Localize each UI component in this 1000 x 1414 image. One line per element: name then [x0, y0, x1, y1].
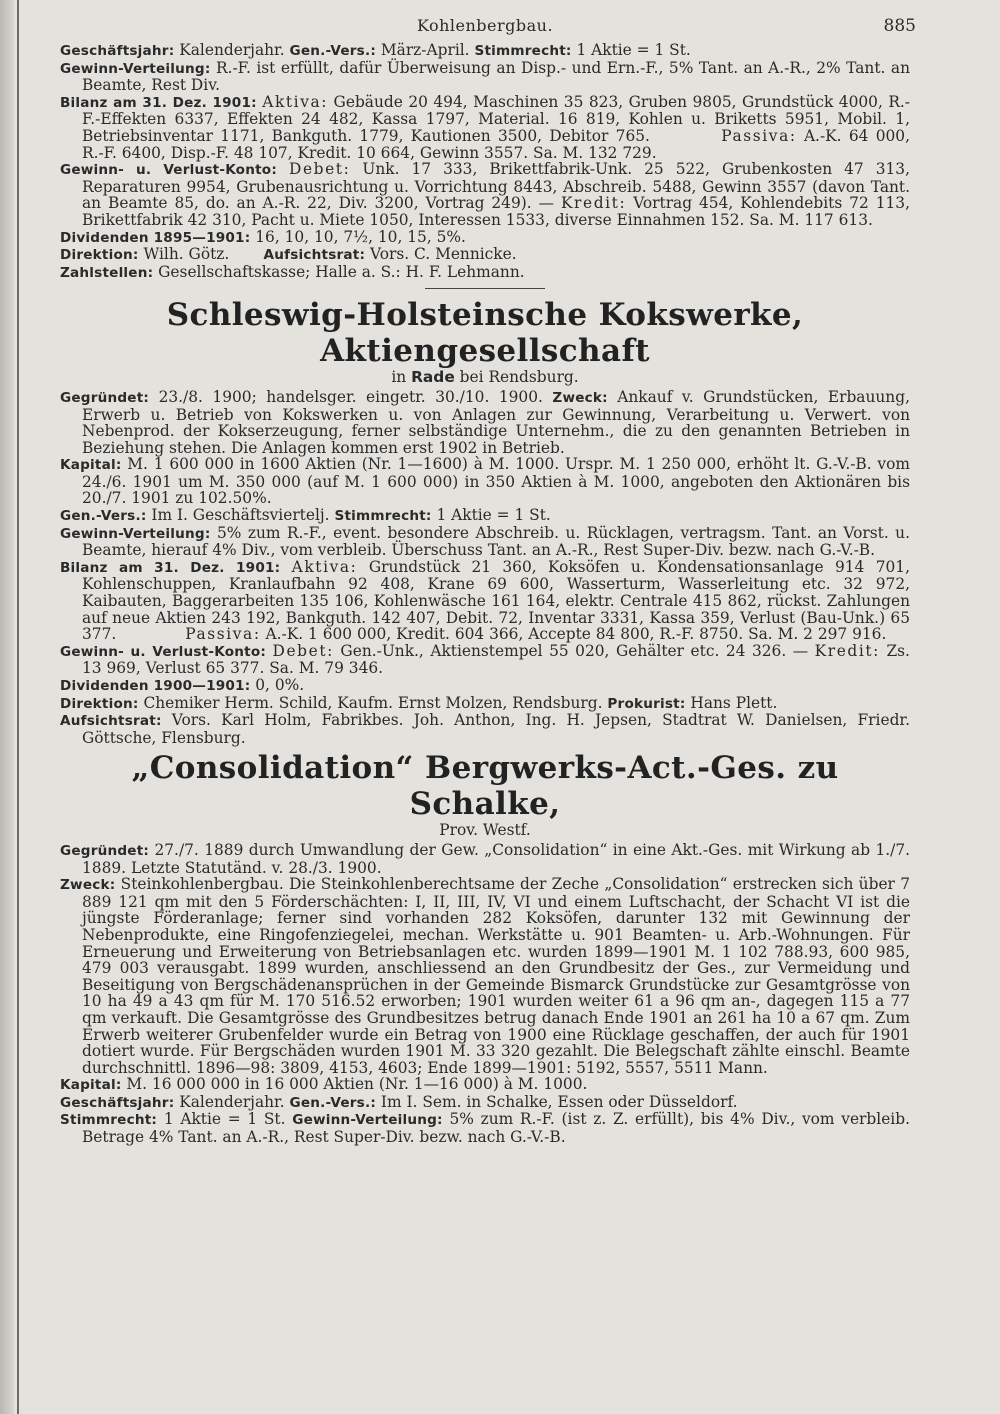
value: M. 16 000 000 in 16 000 Aktien (Nr. 1—16 000) à M. 1000.	[126, 1075, 588, 1094]
value: R.-F. ist erfüllt, dafür Überweisung an Disp.- und Ern.-F., 5% Tant. an A.-R., 2% Tant. an Beamte, Rest Div.	[82, 58, 910, 95]
label: Prokurist:	[607, 695, 686, 712]
value: Zs. 13 969, Verlust 65 377. Sa. M. 79 346.	[82, 641, 910, 678]
value: 5% zum R.-F., event. besondere Abschreib. u. Rücklagen, vertragsm. Tant. an Vorst. u. Beamte, hierauf 4% Div., vom verbleib. Überschuss Tant. an A.-R., Rest Super-Div. bezw. nach G.-V.-B.	[82, 523, 910, 560]
value: Gen.-Unk., Aktienstempel 55 020, Gehälter etc. 24 326. —	[340, 641, 809, 660]
loc-place: Rade	[411, 368, 455, 387]
prev-company-section	[60, 42, 910, 281]
loc-suffix: bei Rendsburg.	[459, 368, 579, 387]
value: A.-K. 64 000, R.-F. 6400, Disp.-F. 48 107, Kredit. 10 664, Gewinn 3557.	[82, 126, 910, 162]
label: Gewinn-Verteilung:	[60, 60, 211, 77]
label: Stimmrecht:	[334, 508, 432, 525]
c2-gegruendet	[60, 842, 910, 876]
page-content	[60, 16, 916, 1147]
value: Sa. M. 132 729.	[533, 143, 657, 162]
value: 27./7. 1889 durch Umwandlung der Gew. „Consolidation“ in eine Akt.-Ges. mit Wirkung ab 1./7. 1889. Letzte Statutänd. v. 28./3. 1900.	[82, 840, 910, 877]
value: März-April.	[380, 41, 470, 59]
company-location	[60, 369, 910, 386]
c1-gewinn-konto	[60, 643, 910, 677]
value: M. 1 600 000 in 1600 Aktien (Nr. 1—1600) à M. 1000. Urspr. M. 1 250 000, erhöht lt. G.-V.-B. vom 24./6. 1901 um M. 350 000 (auf M. 1 600 000) in 350 Aktien à M. 1000, angeboten den Aktionären bis 20./7. 1901 zu 102.50%.	[82, 455, 910, 508]
aktiva-label: Aktiva:	[262, 92, 329, 111]
label: Kapital:	[60, 1077, 122, 1094]
label: Zweck:	[60, 877, 116, 894]
page-number: 885	[883, 16, 916, 36]
value: Unk. 17 333, Brikettfabrik-Unk. 25 522, Grubenkosten 47 313, Reparaturen 9954, Grubenausrichtung u. Vorrichtung 8443, Abschreib. 5488, Gewinn 3557 (davon Tant. an Beamte 85, do. an A.-R. 22, Div. 3200, Vortrag 249). —	[82, 160, 910, 213]
prev-direktion	[60, 246, 910, 264]
debet-label: Debet:	[289, 160, 351, 179]
value: 23./8. 1900; handelsger. eingetr. 30./10. 1900.	[158, 387, 543, 406]
page-gutter-line	[17, 0, 19, 1414]
c2-zweck	[60, 876, 910, 1076]
value: A.-K. 1 600 000, Kredit. 604 366, Accepte 84 800, R.-F. 8750. Sa. M. 2 297 916.	[265, 625, 887, 644]
label: Geschäftsjahr:	[60, 1094, 175, 1111]
value: Kalenderjahr.	[179, 1092, 285, 1111]
value: 1 Aktie = 1 St.	[436, 506, 551, 525]
label: Bilanz am 31. Dez. 1901:	[60, 94, 257, 111]
c1-aufsichtsrat	[60, 712, 910, 746]
value: Vors. C. Mennicke.	[370, 245, 517, 264]
label: Dividenden 1895—1901:	[60, 229, 251, 246]
label: Gen.-Vers.:	[289, 1094, 376, 1111]
value: Im I. Sem. in Schalke, Essen oder Düsseldorf.	[380, 1092, 738, 1111]
c1-dividenden	[60, 677, 910, 695]
label: Zweck:	[552, 389, 608, 406]
label: Dividenden 1900—1901:	[60, 678, 251, 694]
label: Gen.-Vers.:	[289, 43, 376, 59]
company-title: Schleswig-Holsteinsche Kokswerke, Aktiengesellschaft	[166, 297, 804, 370]
label: Bilanz am 31. Dez. 1901:	[60, 559, 281, 576]
value: 5% zum R.-F. (ist z. Z. erfüllt), bis 4% Div., vom verbleib. Betrage 4% Tant. an A.-R., Rest Super-Div. bezw. nach G.-V.-B.	[82, 1110, 910, 1147]
label: Gewinn-Verteilung:	[292, 1112, 443, 1129]
value: Gebäude 20 494, Maschinen 35 823, Gruben 9805, Grundstück 4000, R.-F.-Effekten 6337, Effekten 24 482, Kassa 1797, Material. 16 819, Kohlen u. Briketts 5951, Mobil. 1, Betriebsinventar 1171, Bankguth. 1779, Kautionen 3500, Debitor 765.	[82, 92, 910, 145]
debet-label: Debet:	[272, 641, 334, 660]
company-location: Prov. Westf.	[439, 821, 531, 840]
c1-gegruendet	[60, 389, 910, 456]
label: Gewinn- u. Verlust-Konto:	[60, 643, 266, 660]
c2-stimmrecht	[60, 1111, 910, 1145]
value: 16, 10, 10, 7½, 10, 15, 5%.	[255, 227, 466, 246]
company-consolidation	[60, 750, 910, 1145]
label: Gen.-Vers.:	[60, 508, 147, 525]
c2-kapital	[60, 1076, 910, 1094]
prev-gewinn-konto	[60, 161, 910, 228]
value: 1 Aktie = 1 St.	[163, 1110, 286, 1129]
loc-prefix: in	[391, 368, 407, 387]
c1-gen-vers	[60, 507, 910, 525]
kredit-label: Kredit:	[814, 641, 880, 660]
label: Stimmrecht:	[60, 1112, 158, 1129]
label: Direktion:	[60, 695, 139, 712]
c1-gewinn-verteilung	[60, 525, 910, 559]
value: Hans Plett.	[690, 693, 778, 712]
company-schleswig-holstein	[60, 297, 910, 746]
value: Ankauf v. Grundstücken, Erbauung, Erwerb u. Betrieb von Kokswerken u. von Anlagen zur Gewinnung, Verarbeitung u. Verwert. von Nebenprod. der Kokserzeugung, ferner selbständige Unternehm., die zu den genannten Betrieben in Beziehung stehen. Die Anlagen kommen erst 1902 in Betrieb.	[82, 387, 910, 457]
label: Gewinn-Verteilung:	[60, 525, 211, 542]
c1-bilanz	[60, 559, 910, 643]
page-spine-shadow	[0, 0, 14, 1414]
value: 0, 0%.	[255, 676, 305, 694]
c1-kapital	[60, 456, 910, 507]
value: Grundstück 21 360, Koksöfen u. Kondensationsanlage 914 701, Kohlenschuppen, Kranlaufbahn 92 408, Krane 69 600, Wasserturm, Wasserleitung etc. 32 972, Kaibauten, Baggerarbeiten 135 106, Kohlenwäsche 161 164, elektr. Centrale 415 862, rückst. Zahlungen auf neue Aktien 243 192, Bankguth. 142 407, Debit. 72, Inventar 3331, Kassa 359, Verlust (Bau-Unk.) 65 377.	[82, 557, 910, 644]
label: Aufsichtsrat:	[263, 247, 366, 264]
company-title: „Consolidation“ Bergwerks-Act.-Ges. zu Schalke,	[131, 750, 839, 823]
kredit-label: Kredit:	[560, 194, 627, 213]
label: Aufsichtsrat:	[60, 713, 162, 730]
label: Stimmrecht:	[474, 43, 572, 59]
value: Steinkohlenbergbau. Die Steinkohlenberechtsame der Zeche „Consolidation“ erstrecken sich über 7 889 121 qm mit den 5 Förderschächten: I, II, III, IV, VI und einem Luftschacht, der Schacht VI ist die jüngste Förderanlage; ferner sind vorhanden 282 Koksöfen, darunter 132 mit Gewinnung der Nebenprodukte, eine Ringofenziegelei, mechan. Werkstätte u. 901 Beamten- u. Arb.-Wohnungen. Für Erneuerung und Erweiterung von Betriebsanlagen etc. wurden 1899—1901 M. 1 102 788.93, 600 985, 479 003 verausgabt. 1899 wurden, anschliessend an den Grundbesitz der Ges., zur Vermeidung und Beseitigung von Bergschädenansprüchen in der Gemeinde Bismarck Grundstücke zur Gesamtgrösse von 10 ha 49 a 43 qm für M. 170 516.52 erworben; 1901 wurden weiter 61 a 96 qm an-, dagegen 115 a 77 qm verkauft. Die Gesamtgrösse des Grundbesitzes betrug danach Ende 1901 an 261 ha 10 a 67 qm. Zum Erwerb weiterer Grubenfelder wurde ein Betrag von 1900 eine Rücklage geschaffen, der auch für 1901 dotiert wurde. Für Bergschäden wurden 1901 M. 33 320 gezahlt. Die Belegschaft zählte einschl. Beamte durchschnittl. 1896—98: 3809, 4153, 4603; Ende 1899—1901: 5192, 5557, 5511 Mann.	[82, 875, 910, 1077]
value: Vors. Karl Holm, Fabrikbes. Joh. Anthon, Ing. H. Jepsen, Stadtrat W. Danielsen, Friedr. Göttsche, Flensburg.	[82, 711, 910, 747]
value: Kalenderjahr.	[179, 41, 285, 59]
label: Gewinn- u. Verlust-Konto:	[60, 162, 277, 179]
prev-bilanz	[60, 94, 910, 161]
label: Gegründet:	[60, 389, 150, 406]
prev-gewinn-verteilung	[60, 60, 910, 94]
prev-geschaeftsjahr	[60, 42, 910, 60]
running-header	[60, 16, 916, 42]
value: 1 Aktie = 1 St.	[576, 41, 691, 59]
label: Zahlstellen:	[60, 264, 154, 281]
value: Wilh. Götz.	[143, 245, 230, 264]
passiva-label: Passiva:	[721, 126, 797, 145]
section-divider	[425, 288, 545, 289]
passiva-label: Passiva:	[185, 625, 261, 644]
c2-geschaeftsjahr	[60, 1094, 910, 1112]
prev-dividenden	[60, 229, 910, 247]
prev-zahlstellen	[60, 264, 910, 282]
value: Im I. Geschäftsviertelj.	[151, 506, 330, 525]
value: Gesellschaftskasse; Halle a. S.: H. F. Lehmann.	[158, 262, 525, 281]
label: Gegründet:	[60, 842, 150, 859]
value: Vortrag 454, Kohlendebits 72 113, Brikettfabrik 42 310, Pacht u. Miete 1050, Interessen 1533, diverse Einnahmen 152. Sa. M. 117 613.	[82, 194, 910, 229]
label: Geschäftsjahr:	[60, 43, 175, 59]
running-title: Kohlenbergbau.	[416, 16, 554, 35]
label: Direktion:	[60, 247, 139, 264]
aktiva-label: Aktiva:	[291, 557, 358, 576]
value: Chemiker Herm. Schild, Kaufm. Ernst Molzen, Rendsburg.	[143, 693, 603, 712]
label: Kapital:	[60, 457, 122, 474]
c1-direktion	[60, 695, 910, 713]
